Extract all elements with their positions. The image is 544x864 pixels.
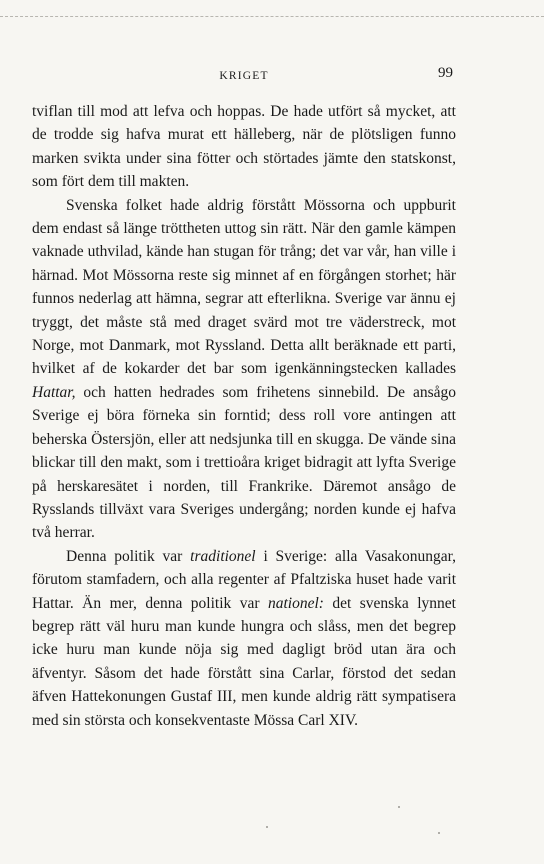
page-top-edge-line xyxy=(0,16,544,17)
italic-term-nationel: nationel: xyxy=(267,594,324,612)
paragraph-segment: och hatten hedrades som frihetens sinnebild. De ansågo Sverige ej böra förneka sin forntid; dess roll vore antingen att beherska Östersjön, eller att nedsjunka till en skugga. De vände sina blickar till den makt, som i trettioåra kriget bidragit att lyfta Sverige på herskaresätet i norden, till Frankrike. Däremot ansågo de Rysslands tillväxt vara Sveriges undergång; norden kunde ej hafva två herrar. xyxy=(32,383,456,542)
paper-speck xyxy=(438,832,440,834)
paragraph-hattar xyxy=(32,194,456,545)
paragraph-segment: i Sverige: alla Vasakonungar, förutom stamfadern, och alla regenter af Pfaltziska huset hade varit Hattar. Än mer, denna politik var xyxy=(32,547,456,612)
paragraph-segment: Svenska folket hade aldrig förstått Mössorna och uppburit dem endast så länge tröttheten uttog sin rätt. När den gamle kämpen vaknade uthvilad, kände han stugan för trång; det var vår, han ville i härnad. Mot Mössorna reste sig minnet af en förgången storhet; här funnos nederlag att hämna, segrar att efterlikna. Sverige var ännu ej tryggt, det måste stå med draget svärd mot tre väderstreck, mot Norge, mot Danmark, mot Ryssland. Detta allt beräknade ett parti, hvilket af de kokarder det bar som igenkänningstecken kallades xyxy=(32,196,456,378)
running-title: KRIGET xyxy=(219,70,269,82)
paragraph-segment: det svenska lynnet begrep rätt väl huru man kunde hungra och slåss, men det begrep icke huru man kunde nöja sig med dagligt bröd utan ära och äfventyr. Såsom det hade förstått sina Carlar, förstod det sedan äfven Hattekonungen Gustaf III, men kunde aldrig rätt sympatisera med sin största och konsekventaste Mössa Carl XIV. xyxy=(32,594,456,729)
paragraph-segment: Denna politik var xyxy=(66,547,191,565)
paper-speck xyxy=(266,826,268,828)
paragraph-politik xyxy=(32,545,456,732)
page-number: 99 xyxy=(438,65,453,81)
running-header xyxy=(32,60,456,86)
book-page xyxy=(32,60,456,732)
paper-speck xyxy=(398,806,400,808)
paragraph-continued xyxy=(32,100,456,194)
italic-term-traditionel: traditionel xyxy=(190,547,256,565)
paragraph-segment: tviflan till mod att lefva och hoppas. De hade utfört så mycket, att de trodde sig hafva murat ett hälleberg, när de plötsligen funno marken svikta under sina fötter och störtades jämte den statskonst, som fört dem till makten. xyxy=(32,103,456,191)
body-text xyxy=(32,100,456,732)
italic-term-hattar: Hattar, xyxy=(32,383,76,401)
